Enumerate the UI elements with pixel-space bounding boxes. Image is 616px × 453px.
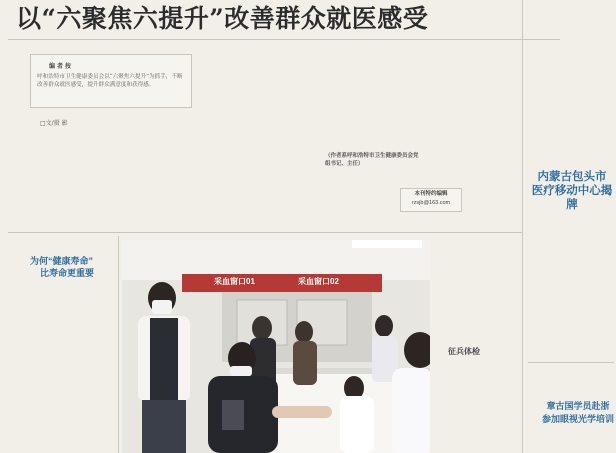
right-headline-2b: 参加眼视光学培训 xyxy=(541,414,614,424)
article-col-5 xyxy=(425,48,520,148)
author-note: （作者系呼和浩特市卫生健康委员会党组书记、主任） xyxy=(325,153,419,167)
editor-email: rzsjb@163.com xyxy=(411,200,451,206)
news-photo xyxy=(122,240,430,453)
right-headline-1b: 医疗移动中心揭牌 xyxy=(531,185,613,211)
main-headline: 以“六聚焦六提升”改善群众就医感受 xyxy=(16,4,429,33)
article-col-3 xyxy=(210,48,310,226)
photo-sign-left: 采血窗口01 xyxy=(214,277,255,286)
article-col-2 xyxy=(112,114,200,226)
editor-note-label: 编者按 xyxy=(49,63,74,70)
right-article-1-text xyxy=(530,208,614,358)
column-divider-right xyxy=(522,0,523,453)
photo-caption: 征兵体检 xyxy=(448,346,480,356)
byline: □文/摄 影 xyxy=(40,120,68,127)
longevity-headline-2: 比寿命更重要 xyxy=(40,268,95,278)
longevity-article-text xyxy=(22,288,118,452)
editor-note-box xyxy=(30,54,192,108)
editor-note-text: 呼和浩特市卫生健康委员会以“六聚焦六提升”为抓手，不断改善群众就医感受，提升群众满意度和获得感。 xyxy=(37,74,183,88)
headline-rule xyxy=(8,39,560,40)
right-article-2-text xyxy=(530,432,614,452)
article-col-1 xyxy=(36,132,106,226)
column-divider-left xyxy=(118,236,119,453)
right-headline-2a: 章古国学员赴浙 xyxy=(546,401,610,411)
right-rule xyxy=(528,362,614,363)
right-headline-1a: 内蒙古包头市 xyxy=(537,171,607,183)
section-rule xyxy=(8,232,522,233)
longevity-headline-1: 为何“健康寿命” xyxy=(30,256,94,266)
photo-caption-text xyxy=(438,368,516,428)
editor-contact-box xyxy=(400,188,462,212)
photo-sign-right: 采血窗口02 xyxy=(298,277,339,286)
editor-label: 本刊特约编辑 xyxy=(414,191,448,197)
right-top-text xyxy=(528,0,616,150)
